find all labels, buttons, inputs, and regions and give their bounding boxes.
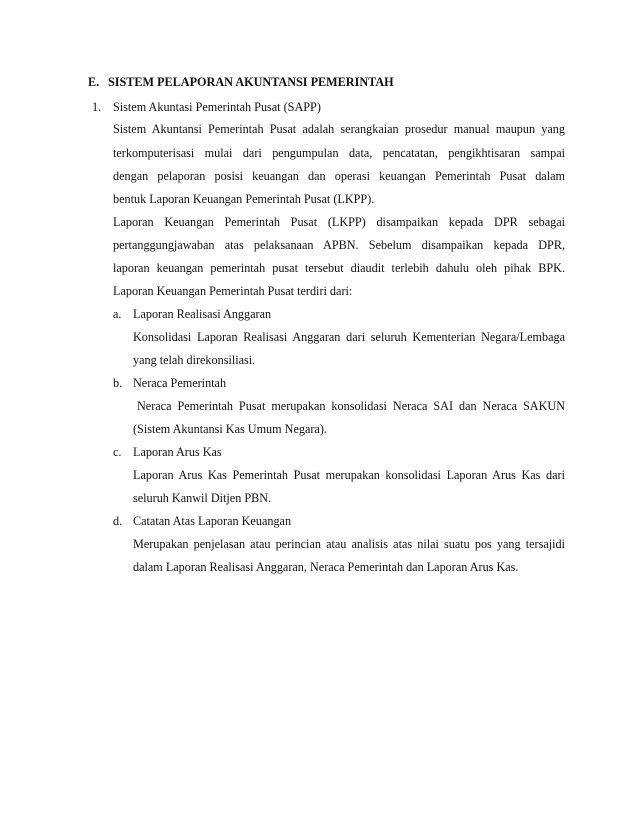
paragraph-line: Laporan Keuangan Pemerintah Pusat terdiri dari:: [113, 284, 353, 298]
subitem-letter: d.: [113, 514, 123, 528]
subitem-letter: b.: [113, 376, 123, 390]
subitem-line: seluruh Kanwil Ditjen PBN.: [133, 491, 272, 505]
subitem-title: Neraca Pemerintah: [133, 376, 227, 390]
subitem-line: Laporan Arus Kas Pemerintah Pusat merupakan konsolidasi Laporan Arus Kas dari: [133, 468, 565, 482]
subitem-line: dalam Laporan Realisasi Anggaran, Neraca Pemerintah dan Laporan Arus Kas.: [133, 560, 519, 574]
paragraph-line: Laporan Keuangan Pemerintah Pusat (LKPP) disampaikan kepada DPR sebagai: [113, 215, 565, 229]
subitem-line: yang telah direkonsiliasi.: [133, 353, 256, 367]
subitem-letter: a.: [113, 307, 122, 321]
subitem-line: Neraca Pemerintah Pusat merupakan konsolidasi Neraca SAI dan Neraca SAKUN: [137, 399, 565, 413]
paragraph-line: laporan keuangan pemerintah pusat tersebut diaudit terlebih dahulu oleh pihak BPK.: [113, 261, 565, 275]
subitem-title: Laporan Realisasi Anggaran: [133, 307, 272, 321]
paragraph-line: pertanggungjawaban atas pelaksanaan APBN. Sebelum disampaikan kepada DPR,: [113, 238, 565, 252]
paragraph-line: dengan pelaporan posisi keuangan dan operasi keuangan Pemerintah Pusat dalam: [113, 169, 565, 183]
item-title: Sistem Akuntasi Pemerintah Pusat (SAPP): [113, 100, 321, 114]
subitem-title: Laporan Arus Kas: [133, 445, 222, 459]
subitem-title: Catatan Atas Laporan Keuangan: [133, 514, 292, 528]
item-number: 1.: [92, 100, 102, 114]
paragraph-line: bentuk Laporan Keuangan Pemerintah Pusat (LKPP).: [113, 192, 375, 206]
subitem-line: Merupakan penjelasan atau perincian atau analisis atas nilai suatu pos yang tersajidi: [133, 537, 565, 551]
subitem-line: (Sistem Akuntansi Kas Umum Negara).: [133, 422, 327, 436]
section-letter: E.: [88, 75, 100, 89]
paragraph-line: Sistem Akuntansi Pemerintah Pusat adalah serangkaian prosedur manual maupun yang: [113, 122, 565, 136]
paragraph-line: terkomputerisasi mulai dari pengumpulan data, pencatatan, pengikhtisaran sampai: [113, 146, 565, 160]
section-title: SISTEM PELAPORAN AKUNTANSI PEMERINTAH: [108, 75, 394, 89]
subitem-line: Konsolidasi Laporan Realisasi Anggaran dari seluruh Kementerian Negara/Lembaga: [133, 330, 565, 344]
subitem-letter: c.: [113, 445, 122, 459]
